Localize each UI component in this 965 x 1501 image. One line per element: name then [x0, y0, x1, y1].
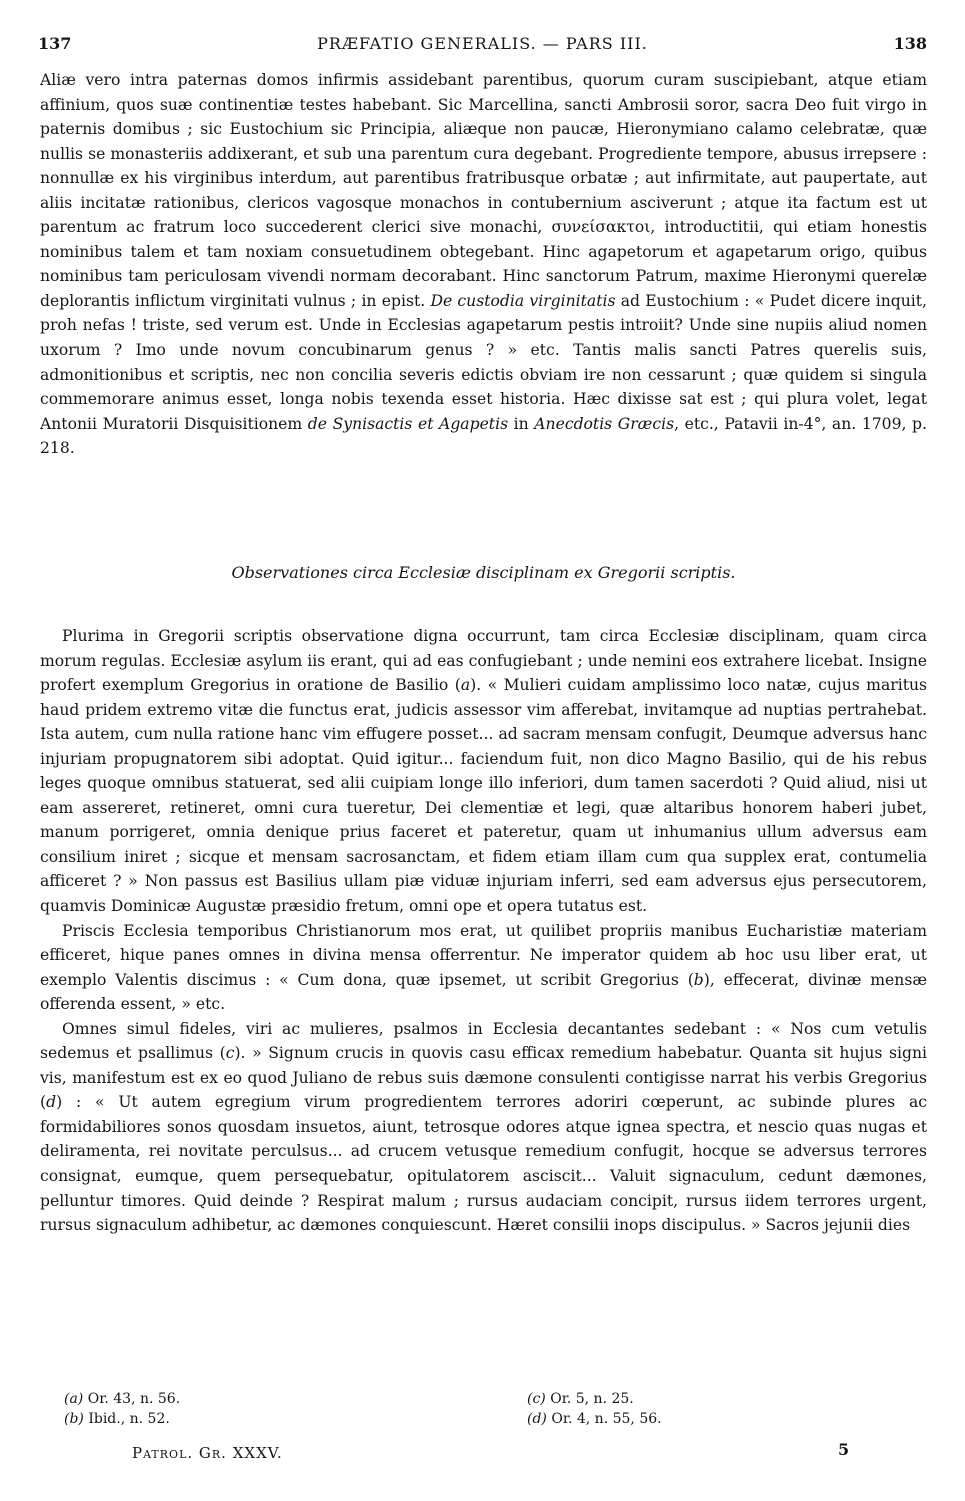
text-run: Plurima in Gregorii scriptis observatione digna occurrunt, tam circa Ecclesiæ disciplinam, quam circa morum regulas. Ecclesiæ asylum iis erant, qui ad eas confugiebant ; unde nemini eos extrahere licebat. Insigne profert exemplum Gregorius in oratione de Basilio ( — [40, 627, 927, 695]
page-number-right: 138 — [893, 34, 927, 53]
footnote-label: (a) — [64, 1391, 84, 1407]
signature-mark: 5 — [838, 1440, 850, 1459]
greek-term: συνείσακτοι — [551, 218, 651, 237]
page-number-left: 137 — [38, 34, 72, 53]
footnote — [64, 1409, 180, 1429]
italic-title: De custodia virginitatis — [430, 291, 616, 310]
footnote-text: Or. 4, n. 55, 56. — [546, 1411, 662, 1427]
paragraph — [40, 919, 927, 1017]
footnotes-right — [527, 1389, 662, 1429]
footnote-ref: c — [225, 1044, 235, 1063]
text-block-top — [40, 68, 927, 461]
italic-title: de Synisactis et Agapetis — [307, 414, 509, 433]
running-header — [38, 34, 927, 58]
footnote-text: Or. 5, n. 25. — [545, 1391, 634, 1407]
footnote-ref: a — [460, 676, 471, 695]
section-title: Observationes circa Ecclesiæ disciplinam ex Gregorii scriptis. — [231, 563, 736, 582]
text-run: Aliæ vero intra paternas domos infirmis assidebant parentibus, quorum curam suscipiebant, atque etiam affinium, quos suæ continentiæ testes habebant. Sic Marcellina, sancti Ambrosii soror, sacra Deo fuit virgo in paternis domibus ; sic Eustochium sic Principia, aliæque non paucæ, Hieronymiano calamo celebratæ, quæ nullis se monasteriis addixerant, et sub una parentum cura degebant. Progrediente tempore, abusus irrepsere : nonnullæ ex his virginibus interdum, aut parentibus fratribusque orbatæ ; aut infirmitate, aut paupertate, aut aliis incitatæ rationibus, clericos vagosque monachos in contubernium asciverunt ; atque ita factum est ut parentum ac fratrum loco succederent clerici sive monachi, — [40, 71, 927, 237]
footnote — [527, 1389, 662, 1409]
running-title: PRÆFATIO GENERALIS. — PARS III. — [317, 34, 648, 53]
footnote — [64, 1389, 180, 1409]
footnote-label: (c) — [527, 1391, 546, 1407]
footnote — [527, 1409, 662, 1429]
italic-title: Anecdotis Græcis — [534, 414, 675, 433]
paragraph-continuation — [40, 68, 927, 461]
footnote-text: Or. 43, n. 56. — [83, 1391, 181, 1407]
text-run: in — [508, 414, 535, 433]
text-run: , introductitii, qui etiam honestis nominibus talem et tam noxiam consuetudinem obtegebant. Hinc agapetorum et agapetarum origo, quibus nominibus tam periculosam vivendi normam decorabant. Hinc sanctorum Patrum, maxime Hieronymi querelæ deplorantis inflictum virginitati vulnus ; in epist. — [40, 218, 927, 310]
footnote-text: Ibid., n. 52. — [83, 1411, 170, 1427]
text-run: ). « Mulieri cuidam amplissimo loco natæ, cujus maritus haud pridem extremo vitæ die functus erat, judicis assessor vim afferebat, invitamque ad nuptias pertrahebat. Ista autem, cum nulla ratione hanc vim effugere posset... ad sacram mensam confugit, Deumque adversus hanc injuriam propugnatorem sibi adoptat. Quid igitur... faciendum fuit, non dico Magno Basilio, qui de his rebus leges quoque omnibus statuerat, sed alii cuipiam longe illo inferiori, dum tamen sacerdoti ? Quid aliud, nisi ut eam assereret, retineret, omni cura tueretur, Dei clementiæ et legi, quæ altaribus honorem haberi jubet, manum porrigeret, omnia denique prius faceret et pateretur, quam ut inhumanius ullum adversus eam consilium iniret ; sicque et mensam sacrosanctam, et fidem etiam illam cum qua supplex erat, contumelia afficeret ? » Non passus est Basilius ullam piæ viduæ injuriam inferri, sed eam adversus ejus persecutorem, quamvis Dominicæ Augustæ præsidio fretum, omni ope et opera tutatus est. — [40, 676, 928, 916]
text-run: ) : « Ut autem egregium virum progredientem terrores adoriri cœperunt, ac subinde plures ac formidabiliores sonos quosdam insuetos, aiunt, tetrosque odores atque ignea spectra, et nescio quas nugas et deliramenta, rei novitate perculsus... ad crucem vetusque remedium confugit, hocque se adversus terrores consignat, eumque, quem persequebatur, opitulatorem asciscit... Valuit signaculum, cedunt dæmones, pelluntur timores. Quid deinde ? Respirat malum ; rursus audaciam concipit, rursus iidem terrores urgent, rursus signaculum adhibetur, ac dæmones conquiescunt. Hæret consilii inops discipulus. » Sacros jejunii dies — [40, 1093, 927, 1235]
footnotes-left — [64, 1389, 180, 1429]
footnote-ref: d — [46, 1093, 57, 1112]
text-block-bottom — [40, 624, 927, 1238]
paragraph — [40, 624, 927, 919]
text-run: ). » Signum crucis in quovis casu efficax remedium habebatur. Quanta sit hujus signi vis, manifestum est ex eo quod Juliano de rebus suis dæmone consulenti contigisse narrat his verbis Gregorius ( — [40, 1044, 927, 1112]
paragraph — [40, 1017, 927, 1238]
text-run: ), effecerat, divinæ mensæ offerenda essent, » etc. — [40, 970, 927, 1014]
text-run: Priscis Ecclesia temporibus Christianorum mos erat, ut quilibet propriis manibus Eucharistiæ materiam efficeret, hique panes omnes in divina mensa offerrentur. Ne imperator quidem ab hoc usu liber erat, ut exemplo Valentis discimus : « Cum dona, quæ ipsemet, ut scribit Gregorius ( — [40, 921, 927, 989]
footnote-ref: b — [693, 970, 704, 989]
footnote-label: (d) — [527, 1411, 547, 1427]
footer-signature: Patrol. Gr. XXXV. — [132, 1444, 283, 1462]
text-run: Omnes simul fideles, viri ac mulieres, psalmos in Ecclesia decantantes sedebant : « Nos cum vetulis sedemus et psallimus ( — [40, 1019, 927, 1063]
text-run: ad Eustochium : « Pudet dicere inquit, proh nefas ! triste, sed verum est. Unde in Ecclesias agapetarum pestis introiit? Unde sine nupiis aliud nomen uxorum ? Imo unde novum concubinarum genus ? » etc. Tantis malis sancti Patres querelis suis, admonitionibus et scriptis, nec non concilia severis edictis obviam ire non cessarunt ; quæ quidem si singula commemorare animus esset, longa nobis texenda esset historia. Hæc dixisse sat est ; qui plura volet, legat Antonii Muratorii Disquisitionem — [40, 291, 927, 433]
footnote-label: (b) — [64, 1411, 84, 1427]
text-run: , etc., Patavii in-4°, an. 1709, p. 218. — [40, 414, 927, 458]
